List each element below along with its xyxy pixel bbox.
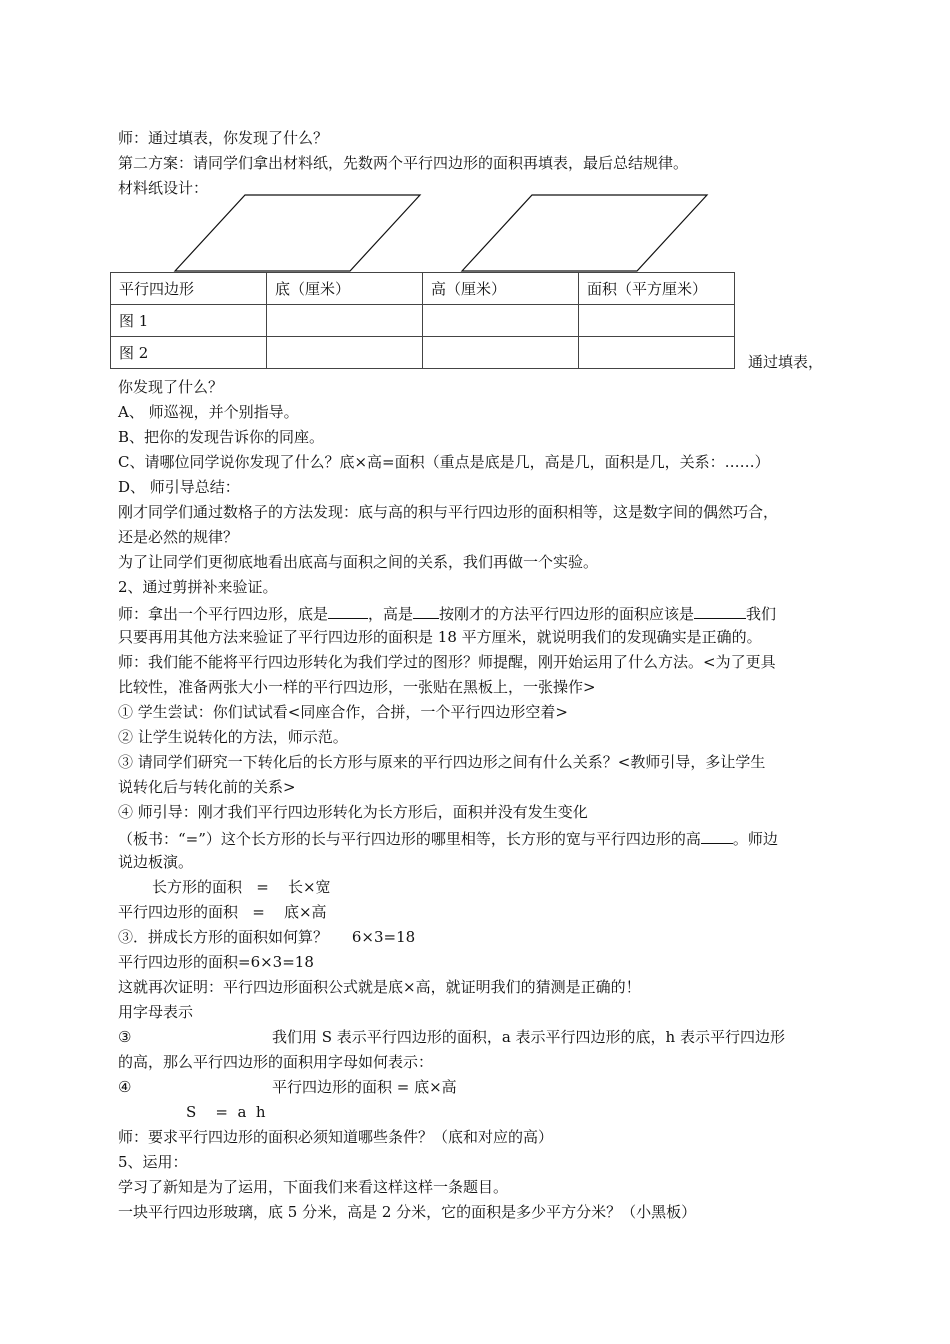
formula-line: 长方形的面积 = 长×宽 <box>152 878 331 896</box>
text-line: 你发现了什么？ <box>118 378 224 396</box>
text-line: 材料纸设计： <box>118 179 209 197</box>
text-line: ③ 请同学们研究一下转化后的长方形与原来的平行四边形之间有什么关系？<教师引导，多让学生 <box>118 753 766 771</box>
text-span: 平行四边形的面积 = 底×高 <box>272 1078 457 1096</box>
text-line: 师：要求平行四边形的面积必须知道哪些条件？（底和对应的高） <box>118 1128 554 1146</box>
text-line: ① 学生尝试：你们试试看<同座合作，合拼，一个平行四边形空着> <box>118 703 568 721</box>
table-header-cell: 高（厘米） <box>423 273 579 305</box>
text-span: 按刚才的方法平行四边形的面积应该是 <box>439 605 695 623</box>
text-line: 说转化后与转化前的关系> <box>118 778 296 796</box>
table-row <box>111 337 735 369</box>
text-line: ④ 师引导：刚才我们平行四边形转化为长方形后，面积并没有发生变化 <box>118 803 588 821</box>
text-line: 师：我们能不能将平行四边形转化为我们学过的图形？师提醒，刚开始运用了什么方法。<为了更具 <box>118 653 776 671</box>
text-span: 。师边 <box>732 830 778 848</box>
text-line: 还是必然的规律？ <box>118 528 239 546</box>
text-span: 我们用 S 表示平行四边形的面积，a 表示平行四边形的底，h 表示平行四边形 <box>272 1028 785 1046</box>
table-trailing-text: 通过填表， <box>748 353 824 371</box>
text-line: 一块平行四边形玻璃，底 5 分米，高是 2 分米，它的面积是多少平方分米？（小黑板） <box>118 1203 697 1221</box>
parallelogram-figures <box>170 193 730 275</box>
table-cell: 图 2 <box>111 337 267 369</box>
text-line: 5、运用： <box>118 1153 188 1171</box>
table-cell: 图 1 <box>111 305 267 337</box>
text-span: ，高是 <box>368 605 414 623</box>
table-header-row <box>111 273 735 305</box>
text-span: （板书：“=”）这个长方形的长与平行四边形的哪里相等，长方形的宽与平行四边形的高 <box>118 830 701 848</box>
formula-line: S = a h <box>186 1103 266 1121</box>
parallelogram-figure-1 <box>175 195 420 271</box>
text-line-with-blanks <box>118 602 776 624</box>
table-cell <box>267 337 423 369</box>
data-table <box>110 272 735 369</box>
text-line: 刚才同学们通过数格子的方法发现：底与高的积与平行四边形的面积相等，这是数字间的偶然巧合， <box>118 503 779 521</box>
table-cell <box>267 305 423 337</box>
text-line: 说边板演。 <box>118 853 194 871</box>
formula-line: 平行四边形的面积 = 底×高 <box>118 903 327 921</box>
table-header-cell: 底（厘米） <box>267 273 423 305</box>
table-header-cell: 平行四边形 <box>111 273 267 305</box>
text-line: B、把你的发现告诉你的同座。 <box>118 428 325 446</box>
text-line: 学习了新知是为了运用，下面我们来看这样这样一条题目。 <box>118 1178 509 1196</box>
text-line: 只要再用其他方法来验证了平行四边形的面积是 18 平方厘米，就说明我们的发现确实是正确的。 <box>118 628 762 646</box>
table-cell <box>579 305 735 337</box>
fill-blank <box>328 602 368 619</box>
fill-blank <box>694 602 746 619</box>
text-span: 我们 <box>746 605 777 623</box>
text-line: 为了让同学们更彻底地看出底高与面积之间的关系，我们再做一个实验。 <box>118 553 599 571</box>
text-span: 师：拿出一个平行四边形，底是 <box>118 605 329 623</box>
text-line: ② 让学生说转化的方法，师示范。 <box>118 728 348 746</box>
parallelogram-figure-2 <box>462 195 707 271</box>
text-line: ③．拼成长方形的面积如何算？ 6×3=18 <box>118 928 416 946</box>
fill-blank <box>413 602 439 619</box>
text-line: 这就再次证明：平行四边形面积公式就是底×高，就证明我们的猜测是正确的！ <box>118 978 641 996</box>
text-line-with-blanks <box>118 827 778 849</box>
text-line: 平行四边形的面积=6×3=18 <box>118 953 314 971</box>
text-line: 的高，那么平行四边形的面积用字母如何表示： <box>118 1053 434 1071</box>
text-line: 比较性，准备两张大小一样的平行四边形，一张贴在黑板上，一张操作> <box>118 678 596 696</box>
text-line <box>118 1077 457 1097</box>
text-line: 第二方案：请同学们拿出材料纸，先数两个平行四边形的面积再填表，最后总结规律。 <box>118 154 689 172</box>
text-line: C、请哪位同学说你发现了什么？底×高=面积（重点是底是几，高是几，面积是几，关系：……） <box>118 453 770 471</box>
table-cell <box>579 337 735 369</box>
text-line: 用字母表示 <box>118 1003 194 1021</box>
text-line: A、 师巡视，并个别指导。 <box>118 403 299 421</box>
step-marker: ③ <box>118 1028 132 1046</box>
text-line: 2、通过剪拼补来验证。 <box>118 578 278 596</box>
text-line: D、 师引导总结： <box>118 478 240 496</box>
table-row <box>111 305 735 337</box>
fill-blank <box>701 827 733 844</box>
text-line <box>118 1027 785 1047</box>
text-line: 师：通过填表，你发现了什么？ <box>118 129 329 147</box>
table-cell <box>423 305 579 337</box>
table-header-cell: 面积（平方厘米） <box>579 273 735 305</box>
table-cell <box>423 337 579 369</box>
step-marker: ④ <box>118 1078 132 1096</box>
